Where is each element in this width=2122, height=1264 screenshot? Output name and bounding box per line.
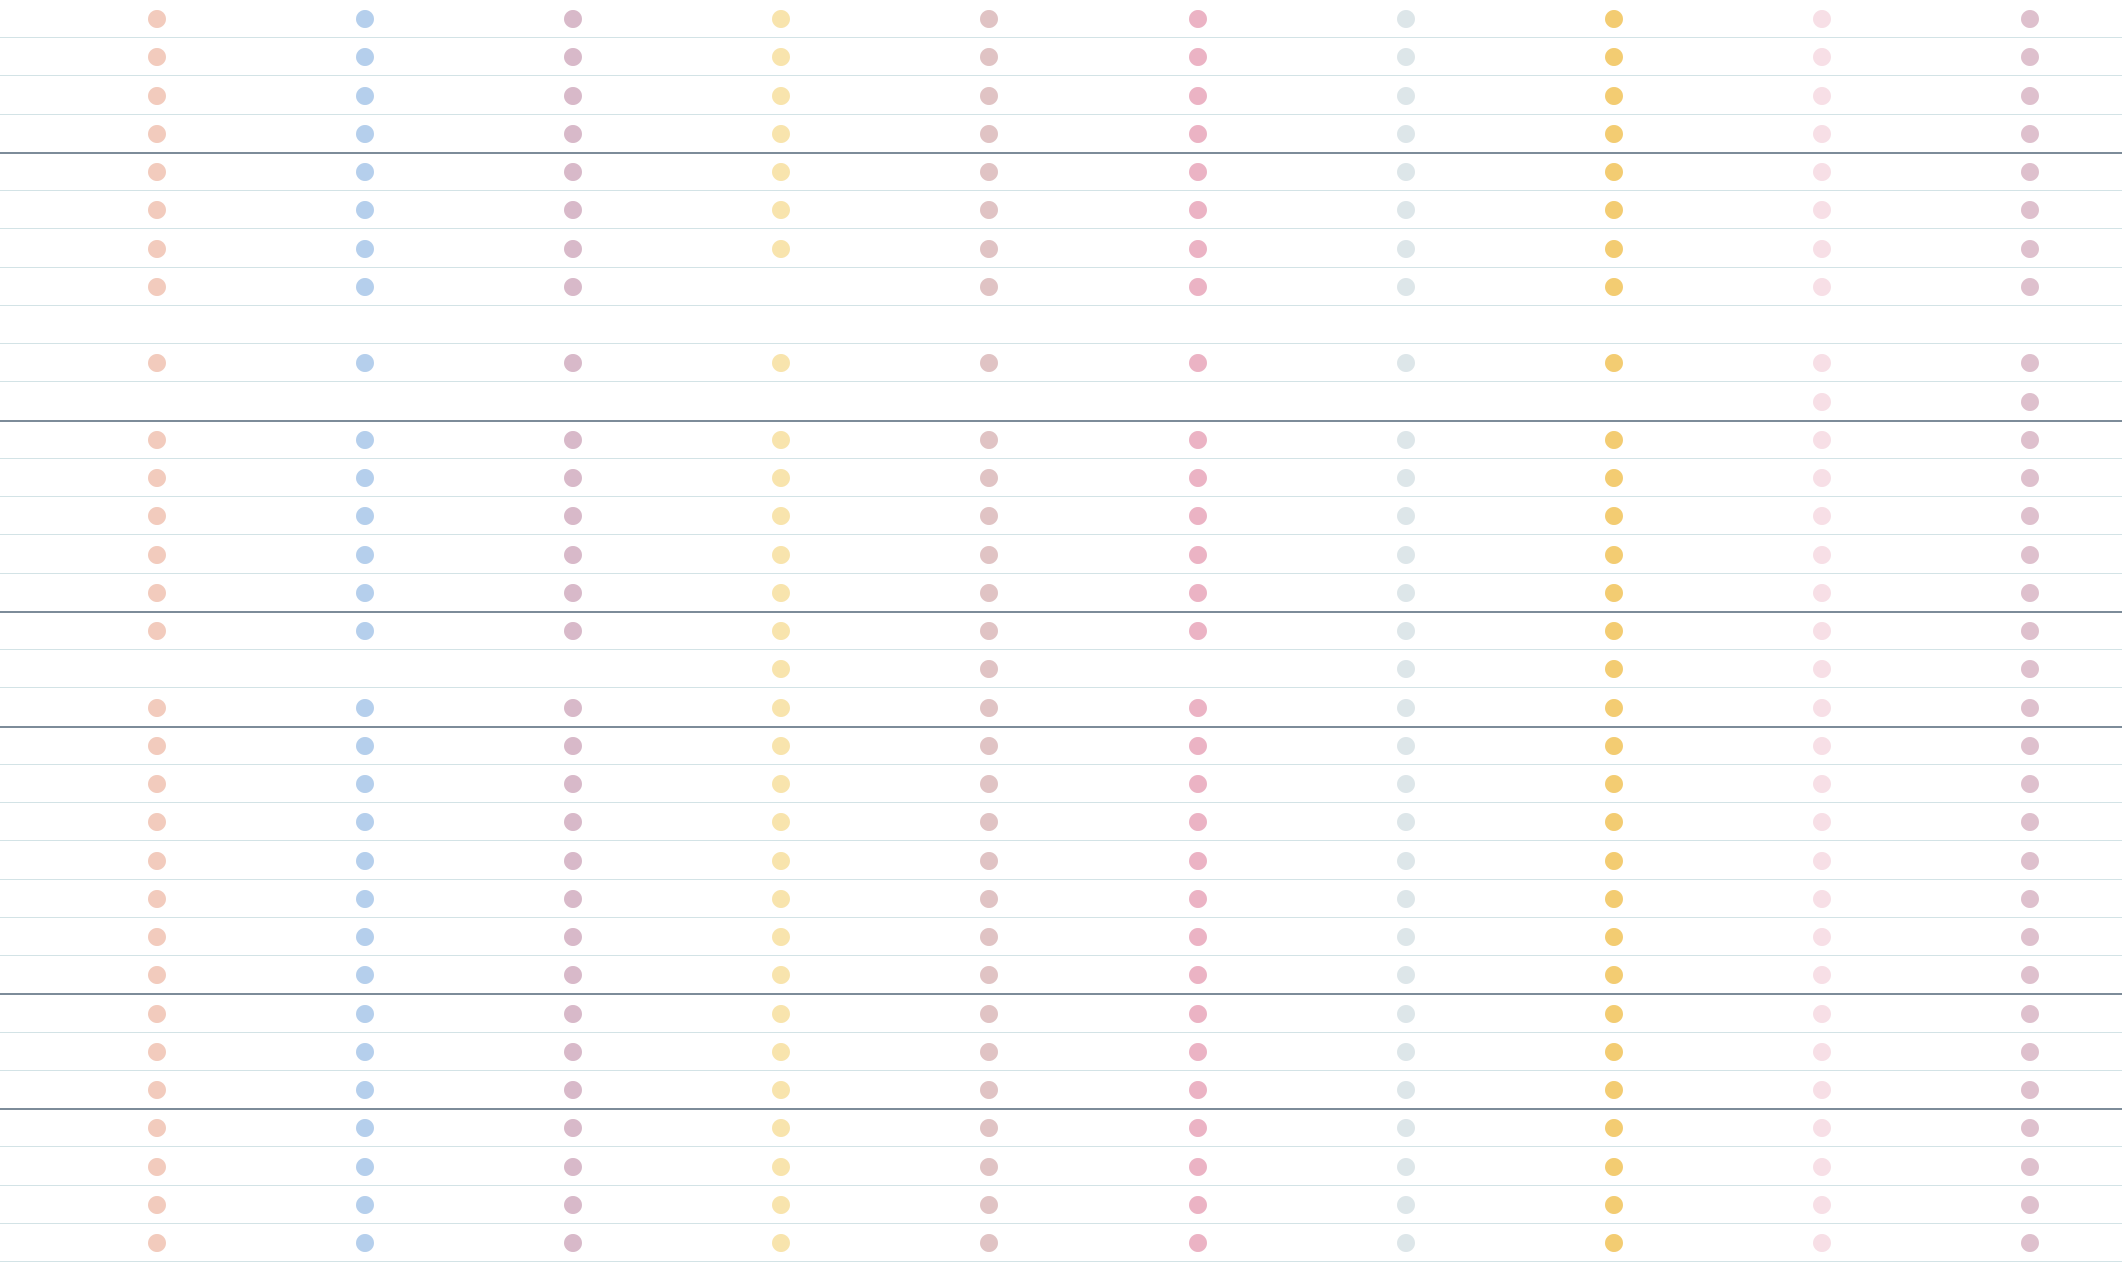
- dot-c8: [1605, 1119, 1623, 1137]
- dot-c8: [1605, 1196, 1623, 1214]
- dot-c3: [564, 699, 582, 717]
- dot-c8: [1605, 1158, 1623, 1176]
- dot-c3: [564, 1196, 582, 1214]
- dot-c9: [1813, 737, 1831, 755]
- dot-c9: [1813, 1196, 1831, 1214]
- dot-c5: [980, 546, 998, 564]
- dot-c10: [2021, 890, 2039, 908]
- dot-c10: [2021, 1234, 2039, 1252]
- dot-c4: [772, 737, 790, 755]
- dot-c4: [772, 1196, 790, 1214]
- dot-c9: [1813, 699, 1831, 717]
- grid-row: [0, 191, 2122, 229]
- dot-c2: [356, 699, 374, 717]
- dot-c6: [1189, 622, 1207, 640]
- dot-c6: [1189, 125, 1207, 143]
- dot-c1: [148, 622, 166, 640]
- dot-c10: [2021, 1158, 2039, 1176]
- grid-row: [0, 497, 2122, 535]
- dot-c8: [1605, 240, 1623, 258]
- dot-c2: [356, 852, 374, 870]
- dot-c9: [1813, 813, 1831, 831]
- dot-c7: [1397, 1005, 1415, 1023]
- dot-c9: [1813, 431, 1831, 449]
- dot-c1: [148, 1196, 166, 1214]
- dot-c10: [2021, 1043, 2039, 1061]
- dot-c6: [1189, 354, 1207, 372]
- grid-row: [0, 535, 2122, 573]
- dot-c1: [148, 469, 166, 487]
- dot-c9: [1813, 1081, 1831, 1099]
- dot-c3: [564, 546, 582, 564]
- dot-c3: [564, 1005, 582, 1023]
- dot-c6: [1189, 1005, 1207, 1023]
- dot-c1: [148, 546, 166, 564]
- dot-c1: [148, 163, 166, 181]
- dot-c2: [356, 87, 374, 105]
- dot-c7: [1397, 1234, 1415, 1252]
- dot-c1: [148, 1005, 166, 1023]
- dot-c9: [1813, 660, 1831, 678]
- grid-row: [0, 229, 2122, 267]
- dot-c9: [1813, 201, 1831, 219]
- dot-c7: [1397, 584, 1415, 602]
- dot-c2: [356, 431, 374, 449]
- dot-c6: [1189, 1196, 1207, 1214]
- dot-c7: [1397, 546, 1415, 564]
- dot-c6: [1189, 201, 1207, 219]
- dot-c2: [356, 737, 374, 755]
- dot-c8: [1605, 584, 1623, 602]
- dot-c9: [1813, 1119, 1831, 1137]
- dot-c1: [148, 1234, 166, 1252]
- dot-c10: [2021, 240, 2039, 258]
- dot-c8: [1605, 813, 1623, 831]
- dot-c9: [1813, 852, 1831, 870]
- dot-c7: [1397, 48, 1415, 66]
- dot-c10: [2021, 775, 2039, 793]
- dot-c6: [1189, 87, 1207, 105]
- dot-c9: [1813, 1005, 1831, 1023]
- grid-row: [0, 38, 2122, 76]
- dot-c8: [1605, 775, 1623, 793]
- dot-c9: [1813, 10, 1831, 28]
- dot-c6: [1189, 813, 1207, 831]
- dot-c6: [1189, 699, 1207, 717]
- dot-c2: [356, 469, 374, 487]
- dot-c8: [1605, 966, 1623, 984]
- dot-c2: [356, 1234, 374, 1252]
- dot-c1: [148, 890, 166, 908]
- dot-c9: [1813, 469, 1831, 487]
- dot-c3: [564, 737, 582, 755]
- dot-c1: [148, 852, 166, 870]
- dot-c9: [1813, 240, 1831, 258]
- dot-c3: [564, 852, 582, 870]
- dot-c10: [2021, 163, 2039, 181]
- dot-c7: [1397, 163, 1415, 181]
- dot-c8: [1605, 1234, 1623, 1252]
- dot-c2: [356, 1005, 374, 1023]
- dot-c9: [1813, 622, 1831, 640]
- dot-c8: [1605, 87, 1623, 105]
- dot-c7: [1397, 1196, 1415, 1214]
- dot-c7: [1397, 660, 1415, 678]
- dot-c5: [980, 699, 998, 717]
- dot-c1: [148, 584, 166, 602]
- dot-c7: [1397, 966, 1415, 984]
- dot-c2: [356, 10, 374, 28]
- dot-c5: [980, 1158, 998, 1176]
- grid-row: [0, 918, 2122, 956]
- grid-row: [0, 0, 2122, 38]
- dot-c7: [1397, 1119, 1415, 1137]
- dot-c9: [1813, 163, 1831, 181]
- dot-c2: [356, 1196, 374, 1214]
- dot-c3: [564, 1043, 582, 1061]
- dot-c2: [356, 546, 374, 564]
- dot-c9: [1813, 278, 1831, 296]
- dot-c7: [1397, 431, 1415, 449]
- dot-c8: [1605, 354, 1623, 372]
- dot-c2: [356, 240, 374, 258]
- dot-c9: [1813, 125, 1831, 143]
- dot-c6: [1189, 1158, 1207, 1176]
- dot-c9: [1813, 1234, 1831, 1252]
- dot-c3: [564, 1158, 582, 1176]
- grid-row: [0, 115, 2122, 153]
- dot-c10: [2021, 87, 2039, 105]
- dot-c8: [1605, 660, 1623, 678]
- dot-c7: [1397, 890, 1415, 908]
- grid-row: [0, 574, 2122, 612]
- dot-c9: [1813, 87, 1831, 105]
- dot-c10: [2021, 125, 2039, 143]
- dot-c1: [148, 125, 166, 143]
- grid-row: [0, 1147, 2122, 1185]
- dot-c2: [356, 1081, 374, 1099]
- dot-c3: [564, 431, 582, 449]
- dot-c1: [148, 87, 166, 105]
- dot-c2: [356, 1158, 374, 1176]
- grid-row: [0, 994, 2122, 1032]
- dot-c8: [1605, 546, 1623, 564]
- dot-c4: [772, 125, 790, 143]
- dot-c10: [2021, 546, 2039, 564]
- dot-c4: [772, 1158, 790, 1176]
- dot-c10: [2021, 699, 2039, 717]
- dot-c1: [148, 10, 166, 28]
- row-divider: [0, 1261, 2122, 1262]
- dot-c5: [980, 240, 998, 258]
- grid-row: [0, 1224, 2122, 1262]
- dot-c7: [1397, 240, 1415, 258]
- dot-c6: [1189, 240, 1207, 258]
- dot-c10: [2021, 431, 2039, 449]
- dot-c9: [1813, 928, 1831, 946]
- dot-c1: [148, 1081, 166, 1099]
- dot-c7: [1397, 507, 1415, 525]
- dot-c1: [148, 1158, 166, 1176]
- grid-row: [0, 880, 2122, 918]
- dot-c10: [2021, 584, 2039, 602]
- dot-c8: [1605, 469, 1623, 487]
- dot-c6: [1189, 469, 1207, 487]
- grid-row: [0, 1186, 2122, 1224]
- dot-c8: [1605, 1081, 1623, 1099]
- dot-c8: [1605, 1043, 1623, 1061]
- dot-c6: [1189, 48, 1207, 66]
- dot-c9: [1813, 1043, 1831, 1061]
- dot-c2: [356, 890, 374, 908]
- dot-c8: [1605, 10, 1623, 28]
- dot-c6: [1189, 507, 1207, 525]
- dot-c9: [1813, 354, 1831, 372]
- dot-c4: [772, 699, 790, 717]
- grid-row: [0, 382, 2122, 420]
- grid-row: [0, 727, 2122, 765]
- dot-c3: [564, 87, 582, 105]
- dot-c7: [1397, 125, 1415, 143]
- dot-c8: [1605, 431, 1623, 449]
- dot-c9: [1813, 1158, 1831, 1176]
- dot-c3: [564, 278, 582, 296]
- dot-c6: [1189, 928, 1207, 946]
- dot-c7: [1397, 87, 1415, 105]
- dot-c10: [2021, 1081, 2039, 1099]
- dot-c4: [772, 852, 790, 870]
- dot-c5: [980, 1005, 998, 1023]
- dot-c7: [1397, 469, 1415, 487]
- dot-c6: [1189, 546, 1207, 564]
- dot-c1: [148, 928, 166, 946]
- dot-c7: [1397, 1158, 1415, 1176]
- dot-c1: [148, 431, 166, 449]
- dot-c8: [1605, 278, 1623, 296]
- grid-row: [0, 268, 2122, 306]
- dot-c6: [1189, 775, 1207, 793]
- dot-c6: [1189, 737, 1207, 755]
- dot-c9: [1813, 546, 1831, 564]
- dot-c7: [1397, 278, 1415, 296]
- dot-c9: [1813, 966, 1831, 984]
- dot-c7: [1397, 852, 1415, 870]
- dot-c8: [1605, 48, 1623, 66]
- dot-c6: [1189, 163, 1207, 181]
- dot-c9: [1813, 775, 1831, 793]
- dot-c2: [356, 1043, 374, 1061]
- dot-c2: [356, 622, 374, 640]
- dot-c8: [1605, 125, 1623, 143]
- grid-row: [0, 306, 2122, 344]
- dot-c6: [1189, 890, 1207, 908]
- dot-c10: [2021, 393, 2039, 411]
- grid-row: [0, 612, 2122, 650]
- dot-c6: [1189, 1043, 1207, 1061]
- dot-c2: [356, 584, 374, 602]
- dot-c1: [148, 240, 166, 258]
- dot-c10: [2021, 10, 2039, 28]
- dot-c6: [1189, 1081, 1207, 1099]
- dot-c4: [772, 240, 790, 258]
- dot-c2: [356, 278, 374, 296]
- dot-c10: [2021, 1196, 2039, 1214]
- dot-c7: [1397, 622, 1415, 640]
- dot-c2: [356, 163, 374, 181]
- dot-c8: [1605, 163, 1623, 181]
- grid-row: [0, 153, 2122, 191]
- dot-c6: [1189, 1119, 1207, 1137]
- dot-c8: [1605, 1005, 1623, 1023]
- dot-c4: [772, 1043, 790, 1061]
- grid-row: [0, 688, 2122, 726]
- dot-c6: [1189, 584, 1207, 602]
- dot-c6: [1189, 852, 1207, 870]
- dot-c4: [772, 1005, 790, 1023]
- grid-row: [0, 421, 2122, 459]
- dot-c7: [1397, 699, 1415, 717]
- dot-c7: [1397, 1043, 1415, 1061]
- dot-c3: [564, 125, 582, 143]
- dot-c10: [2021, 1005, 2039, 1023]
- dot-c6: [1189, 966, 1207, 984]
- dot-c2: [356, 775, 374, 793]
- dot-c8: [1605, 507, 1623, 525]
- dot-c7: [1397, 775, 1415, 793]
- dot-c10: [2021, 928, 2039, 946]
- grid-row: [0, 344, 2122, 382]
- dot-c9: [1813, 393, 1831, 411]
- dot-c3: [564, 890, 582, 908]
- dot-c9: [1813, 890, 1831, 908]
- dot-c9: [1813, 584, 1831, 602]
- dot-c4: [772, 584, 790, 602]
- grid-row: [0, 459, 2122, 497]
- dot-c1: [148, 775, 166, 793]
- grid-row: [0, 765, 2122, 803]
- dot-c8: [1605, 890, 1623, 908]
- grid-row: [0, 1033, 2122, 1071]
- dot-c6: [1189, 1234, 1207, 1252]
- dot-c1: [148, 278, 166, 296]
- dot-c2: [356, 125, 374, 143]
- dot-c7: [1397, 928, 1415, 946]
- dot-c7: [1397, 1081, 1415, 1099]
- dot-c5: [980, 87, 998, 105]
- dot-c8: [1605, 928, 1623, 946]
- dot-c9: [1813, 507, 1831, 525]
- grid-row: [0, 841, 2122, 879]
- dot-c7: [1397, 354, 1415, 372]
- dot-c6: [1189, 278, 1207, 296]
- dot-c10: [2021, 852, 2039, 870]
- dot-c4: [772, 431, 790, 449]
- dot-c5: [980, 852, 998, 870]
- dot-c7: [1397, 737, 1415, 755]
- dot-c8: [1605, 737, 1623, 755]
- dot-c1: [148, 737, 166, 755]
- dot-c4: [772, 890, 790, 908]
- grid-row: [0, 956, 2122, 994]
- dot-c2: [356, 928, 374, 946]
- dot-c10: [2021, 469, 2039, 487]
- dot-c7: [1397, 201, 1415, 219]
- dot-c10: [2021, 737, 2039, 755]
- dot-c7: [1397, 813, 1415, 831]
- dot-c1: [148, 1043, 166, 1061]
- dot-c8: [1605, 852, 1623, 870]
- dot-c8: [1605, 699, 1623, 717]
- dot-c3: [564, 240, 582, 258]
- dot-c6: [1189, 431, 1207, 449]
- dot-c9: [1813, 48, 1831, 66]
- dot-c8: [1605, 622, 1623, 640]
- dot-c10: [2021, 622, 2039, 640]
- dot-c6: [1189, 10, 1207, 28]
- dot-c7: [1397, 10, 1415, 28]
- dot-c4: [772, 546, 790, 564]
- dot-c4: [772, 87, 790, 105]
- grid-row: [0, 76, 2122, 114]
- dot-c1: [148, 699, 166, 717]
- grid-row: [0, 803, 2122, 841]
- dot-c3: [564, 584, 582, 602]
- dot-c8: [1605, 201, 1623, 219]
- grid-row: [0, 1109, 2122, 1147]
- grid-row: [0, 1071, 2122, 1109]
- dot-c10: [2021, 278, 2039, 296]
- grid-row: [0, 650, 2122, 688]
